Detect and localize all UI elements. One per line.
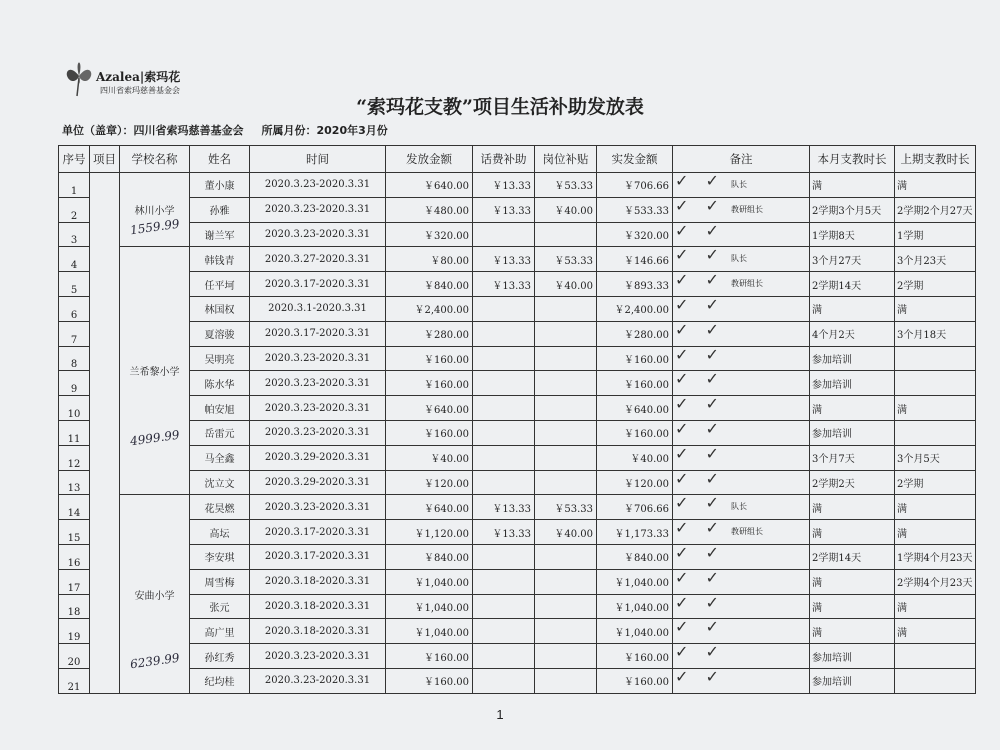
period-cell: 2020.3.23-2020.3.31	[250, 644, 386, 669]
check-mark-icon: ✓ ✓	[675, 271, 725, 290]
last-period-duration-cell	[895, 420, 976, 445]
this-month-duration-cell: 4个月2天	[810, 321, 895, 346]
table-row	[59, 668, 976, 693]
name-cell: 张元	[190, 594, 250, 619]
phone-subsidy-cell	[473, 321, 535, 346]
table-row	[59, 272, 976, 297]
this-month-duration-cell: 参加培训	[810, 668, 895, 693]
month-label: 所属月份：2020年3月份	[261, 124, 388, 137]
check-mark-icon: ✓ ✓	[675, 246, 725, 265]
amount-cell: ￥2,400.00	[386, 296, 473, 321]
post-subsidy-cell	[535, 668, 597, 693]
phone-subsidy-cell	[473, 619, 535, 644]
net-amount-cell: ￥160.00	[597, 371, 673, 396]
net-amount-cell: ￥640.00	[597, 396, 673, 421]
amount-cell: ￥840.00	[386, 272, 473, 297]
phone-subsidy-cell	[473, 396, 535, 421]
post-subsidy-cell	[535, 569, 597, 594]
remark-cell	[673, 445, 810, 470]
net-amount-cell: ￥160.00	[597, 644, 673, 669]
check-mark-icon: ✓ ✓	[675, 346, 725, 364]
row-number: 17	[59, 569, 90, 594]
net-amount-cell: ￥40.00	[597, 445, 673, 470]
post-subsidy-cell: ￥53.33	[535, 173, 597, 198]
phone-subsidy-cell	[473, 371, 535, 396]
row-number: 21	[59, 668, 90, 693]
name-cell: 帕安旭	[190, 396, 250, 421]
post-subsidy-cell	[535, 346, 597, 371]
this-month-duration-cell: 满	[810, 396, 895, 421]
name-cell: 沈立文	[190, 470, 250, 495]
subsidy-table	[58, 145, 976, 694]
name-cell: 吴明亮	[190, 346, 250, 371]
period-cell: 2020.3.23-2020.3.31	[250, 495, 386, 520]
period-cell: 2020.3.23-2020.3.31	[250, 420, 386, 445]
amount-cell: ￥160.00	[386, 420, 473, 445]
post-subsidy-cell: ￥53.33	[535, 247, 597, 272]
table-row	[59, 371, 976, 396]
net-amount-cell: ￥160.00	[597, 346, 673, 371]
this-month-duration-cell: 3个月7天	[810, 445, 895, 470]
row-number: 14	[59, 495, 90, 520]
net-amount-cell: ￥1,173.33	[597, 520, 673, 545]
period-cell: 2020.3.29-2020.3.31	[250, 445, 386, 470]
table-row	[59, 544, 976, 569]
phone-subsidy-cell	[473, 470, 535, 495]
net-amount-cell: ￥706.66	[597, 495, 673, 520]
remark-cell	[673, 520, 810, 545]
remark-cell	[673, 668, 810, 693]
name-cell: 林国权	[190, 296, 250, 321]
amount-cell: ￥1,120.00	[386, 520, 473, 545]
unit-line	[62, 122, 388, 138]
name-cell: 花昊燃	[190, 495, 250, 520]
amount-cell: ￥80.00	[386, 247, 473, 272]
amount-cell: ￥160.00	[386, 371, 473, 396]
header-net-amount: 实发金额	[597, 146, 673, 173]
remark-note: 队长	[731, 180, 747, 189]
net-amount-cell: ￥160.00	[597, 668, 673, 693]
period-cell: 2020.3.17-2020.3.31	[250, 272, 386, 297]
name-cell: 高坛	[190, 520, 250, 545]
net-amount-cell: ￥1,040.00	[597, 569, 673, 594]
table-row	[59, 420, 976, 445]
this-month-duration-cell: 满	[810, 173, 895, 198]
check-mark-icon: ✓ ✓	[675, 618, 725, 637]
period-cell: 2020.3.17-2020.3.31	[250, 520, 386, 545]
phone-subsidy-cell	[473, 445, 535, 470]
net-amount-cell: ￥706.66	[597, 173, 673, 198]
this-month-duration-cell: 参加培训	[810, 346, 895, 371]
row-number: 13	[59, 470, 90, 495]
this-month-duration-cell: 2学期14天	[810, 544, 895, 569]
last-period-duration-cell: 满	[895, 594, 976, 619]
project-cell	[90, 173, 120, 694]
remark-note: 队长	[731, 254, 747, 264]
header-phone-subsidy: 话费补助	[473, 146, 535, 173]
name-cell: 孙红秀	[190, 644, 250, 669]
post-subsidy-cell	[535, 371, 597, 396]
name-cell: 马全鑫	[190, 445, 250, 470]
net-amount-cell: ￥533.33	[597, 197, 673, 222]
phone-subsidy-cell	[473, 420, 535, 445]
amount-cell: ￥160.00	[386, 644, 473, 669]
this-month-duration-cell: 参加培训	[810, 420, 895, 445]
row-number: 2	[59, 197, 90, 222]
post-subsidy-cell	[535, 594, 597, 619]
name-cell: 董小康	[190, 173, 250, 198]
remark-cell	[673, 222, 810, 247]
table-row	[59, 197, 976, 222]
this-month-duration-cell: 2学期14天	[810, 272, 895, 297]
check-mark-icon: ✓ ✓	[675, 445, 725, 463]
name-cell: 纪均桂	[190, 668, 250, 693]
row-number: 15	[59, 520, 90, 545]
period-cell: 2020.3.17-2020.3.31	[250, 321, 386, 346]
row-number: 12	[59, 445, 90, 470]
post-subsidy-cell	[535, 544, 597, 569]
remark-cell	[673, 272, 810, 297]
table-row	[59, 594, 976, 619]
last-period-duration-cell	[895, 644, 976, 669]
document-title: “索玛花支教”项目生活补助发放表	[356, 96, 644, 118]
phone-subsidy-cell	[473, 296, 535, 321]
table-row	[59, 222, 976, 247]
unit-label: 单位（盖章）：四川省索玛慈善基金会	[62, 124, 244, 137]
post-subsidy-cell	[535, 619, 597, 644]
name-cell: 任平坷	[190, 272, 250, 297]
check-mark-icon: ✓ ✓	[675, 470, 725, 488]
period-cell: 2020.3.23-2020.3.31	[250, 396, 386, 421]
remark-cell	[673, 396, 810, 421]
last-period-duration-cell: 3个月18天	[895, 321, 976, 346]
header-post-subsidy: 岗位补贴	[535, 146, 597, 173]
name-cell: 岳雷元	[190, 420, 250, 445]
remark-note: 教研组长	[731, 279, 763, 289]
post-subsidy-cell	[535, 296, 597, 321]
net-amount-cell: ￥320.00	[597, 222, 673, 247]
handwritten-total: 4999.99	[129, 427, 181, 449]
amount-cell: ￥160.00	[386, 346, 473, 371]
row-number: 8	[59, 346, 90, 371]
check-mark-icon: ✓ ✓	[675, 643, 725, 662]
table-row	[59, 296, 976, 321]
handwritten-total: 6239.99	[129, 650, 181, 672]
this-month-duration-cell: 满	[810, 495, 895, 520]
this-month-duration-cell: 2学期2天	[810, 470, 895, 495]
last-period-duration-cell: 1学期	[895, 222, 976, 247]
phone-subsidy-cell: ￥13.33	[473, 173, 535, 198]
post-subsidy-cell: ￥53.33	[535, 495, 597, 520]
row-number: 18	[59, 594, 90, 619]
header-name: 姓名	[190, 146, 250, 173]
phone-subsidy-cell	[473, 594, 535, 619]
header-remark: 备注	[673, 146, 810, 173]
name-cell: 李安琪	[190, 544, 250, 569]
row-number: 10	[59, 396, 90, 421]
amount-cell: ￥280.00	[386, 321, 473, 346]
phone-subsidy-cell: ￥13.33	[473, 520, 535, 545]
check-mark-icon: ✓ ✓	[675, 594, 725, 612]
this-month-duration-cell: 满	[810, 296, 895, 321]
this-month-duration-cell: 2学期3个月5天	[810, 197, 895, 222]
remark-cell	[673, 420, 810, 445]
this-month-duration-cell: 满	[810, 520, 895, 545]
school-name: 林川小学	[134, 206, 175, 218]
remark-cell	[673, 296, 810, 321]
post-subsidy-cell	[535, 396, 597, 421]
row-number: 11	[59, 420, 90, 445]
table-row	[59, 495, 976, 520]
header-last-period: 上期支教时长	[895, 146, 976, 173]
header-row	[59, 146, 976, 173]
name-cell: 谢兰军	[190, 222, 250, 247]
net-amount-cell: ￥146.66	[597, 247, 673, 272]
amount-cell: ￥1,040.00	[386, 569, 473, 594]
phone-subsidy-cell	[473, 544, 535, 569]
last-period-duration-cell: 1学期4个月23天	[895, 544, 976, 569]
this-month-duration-cell: 参加培训	[810, 371, 895, 396]
net-amount-cell: ￥120.00	[597, 470, 673, 495]
post-subsidy-cell	[535, 222, 597, 247]
amount-cell: ￥640.00	[386, 495, 473, 520]
last-period-duration-cell: 3个月23天	[895, 247, 976, 272]
remark-cell	[673, 495, 810, 520]
remark-cell	[673, 371, 810, 396]
table-row	[59, 619, 976, 644]
phone-subsidy-cell	[473, 644, 535, 669]
amount-cell: ￥40.00	[386, 445, 473, 470]
this-month-duration-cell: 1学期8天	[810, 222, 895, 247]
amount-cell: ￥640.00	[386, 396, 473, 421]
period-cell: 2020.3.23-2020.3.31	[250, 371, 386, 396]
period-cell: 2020.3.17-2020.3.31	[250, 544, 386, 569]
last-period-duration-cell: 2学期4个月23天	[895, 569, 976, 594]
table-row	[59, 173, 976, 198]
check-mark-icon: ✓ ✓	[675, 544, 725, 562]
table-row	[59, 321, 976, 346]
check-mark-icon: ✓ ✓	[675, 569, 725, 587]
this-month-duration-cell: 3个月27天	[810, 247, 895, 272]
table-row	[59, 569, 976, 594]
post-subsidy-cell	[535, 321, 597, 346]
table-row	[59, 520, 976, 545]
phone-subsidy-cell: ￥13.33	[473, 197, 535, 222]
this-month-duration-cell: 满	[810, 594, 895, 619]
check-mark-icon: ✓ ✓	[675, 197, 725, 215]
amount-cell: ￥480.00	[386, 197, 473, 222]
row-number: 20	[59, 644, 90, 669]
net-amount-cell: ￥2,400.00	[597, 296, 673, 321]
last-period-duration-cell: 满	[895, 495, 976, 520]
amount-cell: ￥640.00	[386, 173, 473, 198]
header-amount: 发放金额	[386, 146, 473, 173]
check-mark-icon: ✓ ✓	[675, 296, 725, 314]
check-mark-icon: ✓ ✓	[675, 321, 725, 339]
name-cell: 孙雅	[190, 197, 250, 222]
school-cell	[120, 247, 190, 495]
school-name: 安曲小学	[134, 590, 175, 602]
period-cell: 2020.3.23-2020.3.31	[250, 197, 386, 222]
last-period-duration-cell	[895, 346, 976, 371]
period-cell: 2020.3.18-2020.3.31	[250, 619, 386, 644]
logo-brand: Azalea|索玛花	[96, 70, 181, 84]
check-mark-icon: ✓ ✓	[675, 370, 725, 389]
period-cell: 2020.3.23-2020.3.31	[250, 173, 386, 198]
amount-cell: ￥160.00	[386, 668, 473, 693]
school-cell	[120, 495, 190, 693]
period-cell: 2020.3.29-2020.3.31	[250, 470, 386, 495]
phone-subsidy-cell	[473, 569, 535, 594]
table-row	[59, 644, 976, 669]
post-subsidy-cell: ￥40.00	[535, 197, 597, 222]
period-cell: 2020.3.18-2020.3.31	[250, 594, 386, 619]
row-number: 5	[59, 272, 90, 297]
name-cell: 夏溶骏	[190, 321, 250, 346]
header-no: 序号	[59, 146, 90, 173]
last-period-duration-cell: 3个月5天	[895, 445, 976, 470]
last-period-duration-cell: 满	[895, 619, 976, 644]
row-number: 16	[59, 544, 90, 569]
phone-subsidy-cell: ￥13.33	[473, 247, 535, 272]
period-cell: 2020.3.18-2020.3.31	[250, 569, 386, 594]
remark-cell	[673, 619, 810, 644]
header-period: 时间	[250, 146, 386, 173]
remark-note: 教研组长	[731, 527, 763, 537]
phone-subsidy-cell	[473, 668, 535, 693]
phone-subsidy-cell	[473, 346, 535, 371]
page-number: 1	[496, 707, 504, 722]
remark-note: 队长	[731, 502, 747, 512]
name-cell: 周雪梅	[190, 569, 250, 594]
post-subsidy-cell	[535, 470, 597, 495]
check-mark-icon: ✓ ✓	[675, 172, 725, 190]
row-number: 19	[59, 619, 90, 644]
phone-subsidy-cell	[473, 222, 535, 247]
net-amount-cell: ￥1,040.00	[597, 619, 673, 644]
last-period-duration-cell: 满	[895, 173, 976, 198]
net-amount-cell: ￥893.33	[597, 272, 673, 297]
check-mark-icon: ✓ ✓	[675, 395, 725, 414]
header-school: 学校名称	[120, 146, 190, 173]
name-cell: 高广里	[190, 619, 250, 644]
row-number: 3	[59, 222, 90, 247]
check-mark-icon: ✓ ✓	[675, 519, 725, 538]
remark-cell	[673, 644, 810, 669]
table-row	[59, 470, 976, 495]
post-subsidy-cell	[535, 644, 597, 669]
last-period-duration-cell: 2学期2个月27天	[895, 197, 976, 222]
period-cell: 2020.3.23-2020.3.31	[250, 222, 386, 247]
last-period-duration-cell	[895, 668, 976, 693]
net-amount-cell: ￥1,040.00	[597, 594, 673, 619]
remark-cell	[673, 346, 810, 371]
net-amount-cell: ￥840.00	[597, 544, 673, 569]
amount-cell: ￥1,040.00	[386, 594, 473, 619]
check-mark-icon: ✓ ✓	[675, 420, 725, 438]
post-subsidy-cell	[535, 420, 597, 445]
check-mark-icon: ✓ ✓	[675, 494, 725, 513]
last-period-duration-cell	[895, 371, 976, 396]
table-row	[59, 445, 976, 470]
this-month-duration-cell: 满	[810, 619, 895, 644]
amount-cell: ￥320.00	[386, 222, 473, 247]
remark-cell	[673, 544, 810, 569]
remark-cell	[673, 470, 810, 495]
period-cell: 2020.3.23-2020.3.31	[250, 346, 386, 371]
table-row	[59, 247, 976, 272]
table-row	[59, 396, 976, 421]
header-this-month: 本月支教时长	[810, 146, 895, 173]
school-name: 兰希黎小学	[129, 367, 180, 379]
last-period-duration-cell: 满	[895, 296, 976, 321]
last-period-duration-cell: 2学期	[895, 272, 976, 297]
amount-cell: ￥1,040.00	[386, 619, 473, 644]
handwritten-total: 1559.99	[129, 216, 181, 238]
table-row	[59, 346, 976, 371]
remark-cell	[673, 594, 810, 619]
check-mark-icon: ✓ ✓	[675, 668, 725, 686]
name-cell: 陈水华	[190, 371, 250, 396]
phone-subsidy-cell: ￥13.33	[473, 272, 535, 297]
school-cell	[120, 173, 190, 247]
last-period-duration-cell: 满	[895, 396, 976, 421]
row-number: 1	[59, 173, 90, 198]
remark-cell	[673, 321, 810, 346]
check-mark-icon: ✓ ✓	[675, 222, 725, 240]
net-amount-cell: ￥160.00	[597, 420, 673, 445]
net-amount-cell: ￥280.00	[597, 321, 673, 346]
post-subsidy-cell: ￥40.00	[535, 272, 597, 297]
amount-cell: ￥120.00	[386, 470, 473, 495]
logo-subtitle: 四川省索玛慈善基金会	[100, 86, 180, 95]
row-number: 9	[59, 371, 90, 396]
period-cell: 2020.3.1-2020.3.31	[250, 296, 386, 321]
this-month-duration-cell: 满	[810, 569, 895, 594]
period-cell: 2020.3.23-2020.3.31	[250, 668, 386, 693]
remark-cell	[673, 247, 810, 272]
row-number: 6	[59, 296, 90, 321]
remark-cell	[673, 569, 810, 594]
remark-cell	[673, 197, 810, 222]
table-body	[59, 173, 976, 694]
row-number: 4	[59, 247, 90, 272]
remark-note: 教研组长	[731, 204, 763, 214]
period-cell: 2020.3.27-2020.3.31	[250, 247, 386, 272]
post-subsidy-cell	[535, 445, 597, 470]
last-period-duration-cell: 满	[895, 520, 976, 545]
remark-cell	[673, 173, 810, 198]
phone-subsidy-cell: ￥13.33	[473, 495, 535, 520]
this-month-duration-cell: 参加培训	[810, 644, 895, 669]
last-period-duration-cell: 2学期	[895, 470, 976, 495]
row-number: 7	[59, 321, 90, 346]
header-project: 项目	[90, 146, 120, 173]
amount-cell: ￥840.00	[386, 544, 473, 569]
post-subsidy-cell: ￥40.00	[535, 520, 597, 545]
name-cell: 韩钱青	[190, 247, 250, 272]
